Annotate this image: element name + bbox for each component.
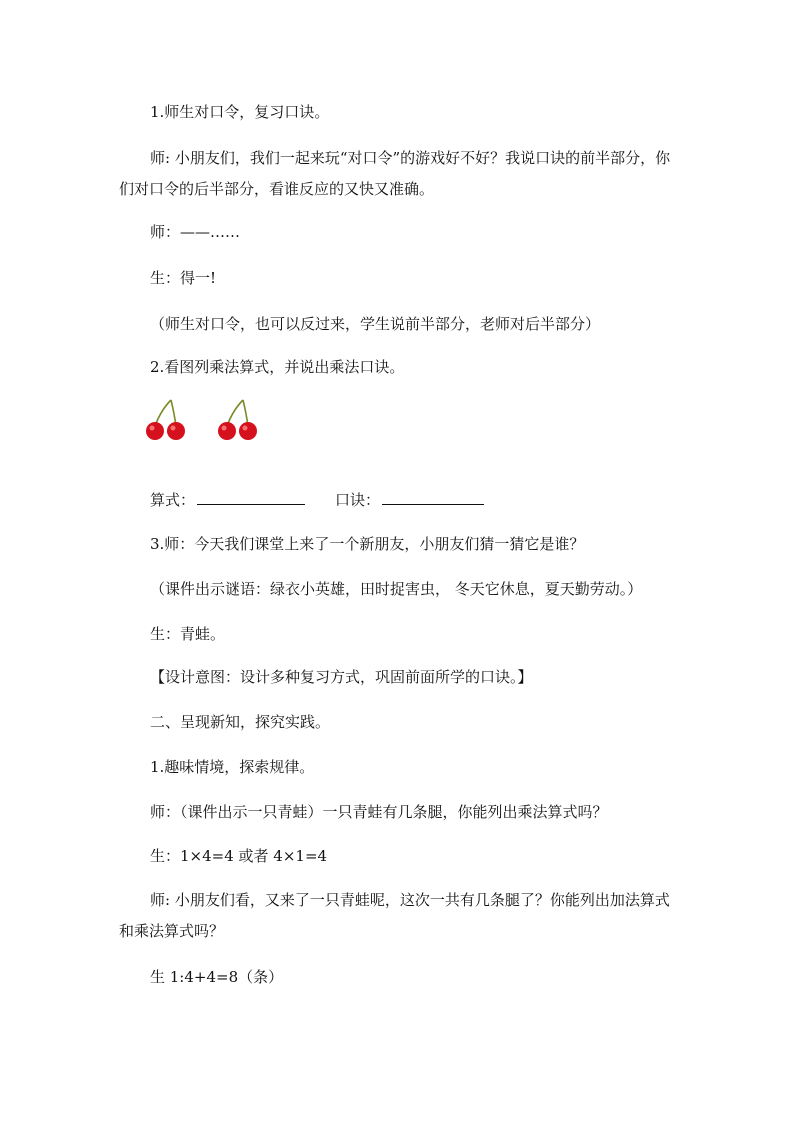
paragraph-16: 师: 小朋友们看，又来了一只青蛙呢，这次一共有几条腿了？你能列出加法算式和乘法算式吗？ bbox=[119, 891, 670, 940]
paragraph-6: 2.看图列乘法算式，并说出乘法口诀。 bbox=[150, 358, 405, 376]
paragraph-2: 师: 小朋友们，我们一起来玩“对口令”的游戏好不好？我说口诀的前半部分，你们对口令的后半部分，看谁反应的又快又准确。 bbox=[119, 149, 671, 198]
paragraph-13: 1.趣味情境，探索规律。 bbox=[150, 758, 315, 776]
cherry-pair-icon bbox=[215, 396, 261, 442]
cherry-pair-icon bbox=[143, 396, 189, 442]
rhyme-blank[interactable] bbox=[382, 490, 484, 505]
rhyme-label: 口诀： bbox=[335, 491, 381, 509]
paragraph-5: （师生对口令，也可以反过来，学生说前半部分，老师对后半部分） bbox=[150, 315, 601, 333]
paragraph-12: 二、呈现新知，探究实践。 bbox=[150, 713, 331, 731]
paragraph-9: （课件出示谜语：绿衣小英雄，田时捉害虫， 冬天它休息，夏天勤劳动。） bbox=[150, 580, 643, 598]
paragraph-7 bbox=[150, 485, 484, 516]
paragraph-1: 1.师生对口令，复习口诀。 bbox=[150, 103, 330, 121]
paragraph-8: 3.师：今天我们课堂上来了一个新朋友，小朋友们猜一猜它是谁？ bbox=[150, 535, 585, 553]
paragraph-17: 生 1:4+4=8（条） bbox=[150, 968, 284, 986]
paragraph-14: 师：（课件出示一只青蛙）一只青蛙有几条腿，你能列出乘法算式吗？ bbox=[150, 803, 608, 821]
paragraph-10: 生：青蛙。 bbox=[150, 625, 226, 643]
paragraph-4: 生：得一! bbox=[150, 269, 217, 287]
paragraph-3: 师：——…… bbox=[150, 223, 241, 241]
paragraph-15: 生：1×4=4 或者 4×1=4 bbox=[150, 847, 328, 865]
formula-label: 算式： bbox=[150, 491, 196, 509]
paragraph-11: 【设计意图：设计多种复习方式，巩固前面所学的口诀。】 bbox=[150, 668, 533, 686]
formula-blank[interactable] bbox=[197, 490, 305, 505]
